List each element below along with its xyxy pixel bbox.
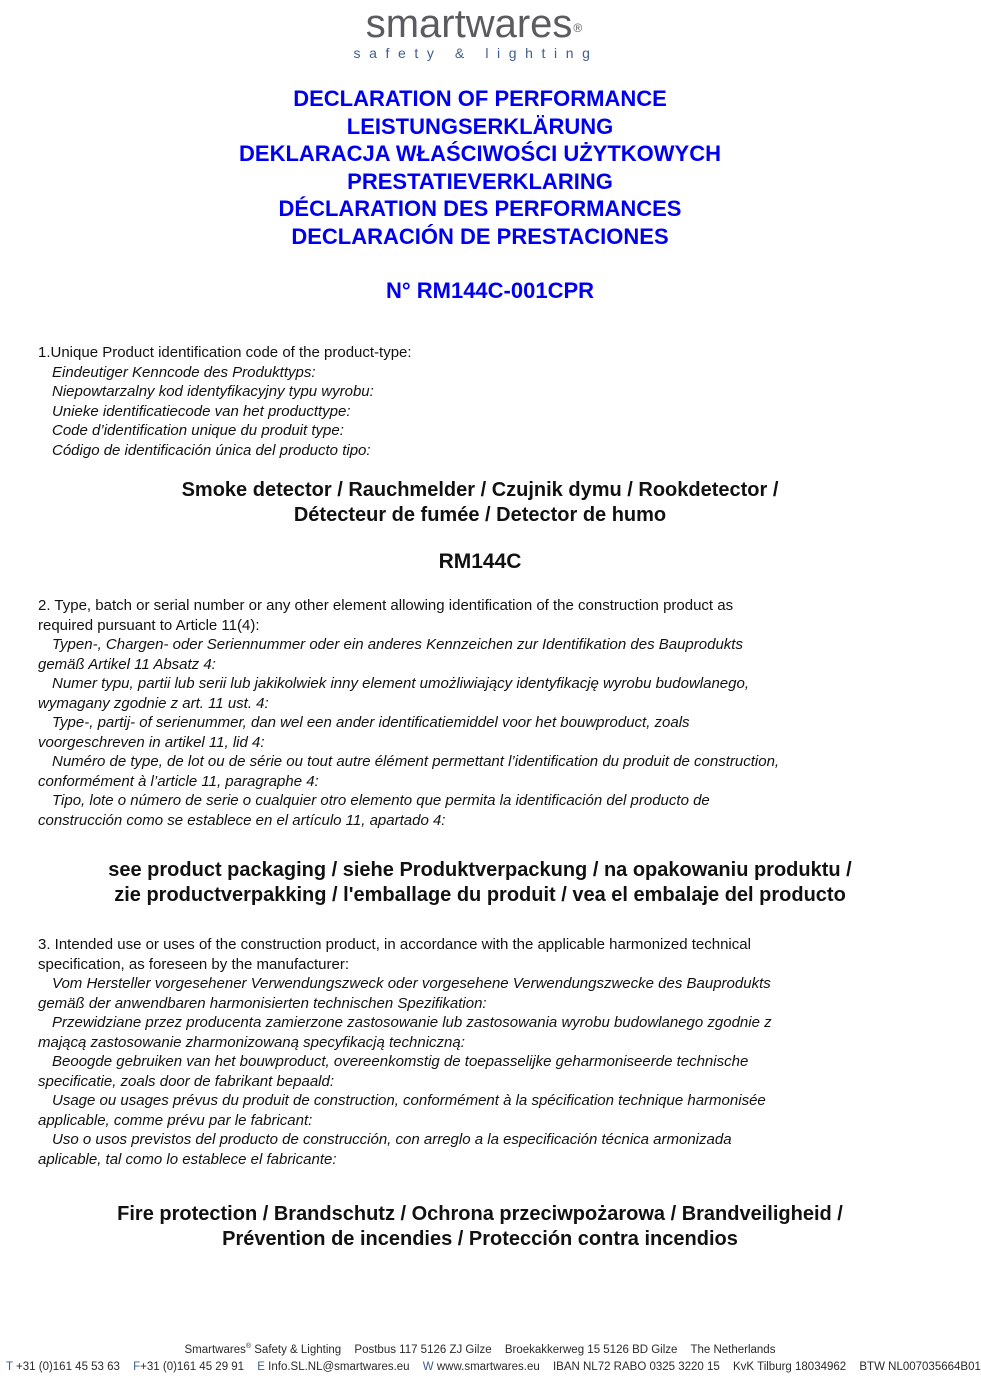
section-3-answer — [0, 1202, 960, 1252]
section-2-answer — [0, 858, 960, 908]
document-titles — [0, 85, 960, 250]
footer — [0, 1339, 981, 1376]
section-3-heading — [38, 935, 918, 1169]
section-2-line: Tipo, lote o número de serie o cualquier otro elemento que permita la identificación del producto de — [52, 792, 710, 809]
logo-tagline: safety & lighting — [353, 45, 599, 61]
answer-line: Prévention de incendies / Protección contra incendios — [222, 1228, 738, 1250]
section-3-line: aplicable, tal como lo establece el fabricante: — [38, 1150, 337, 1168]
answer-line: see product packaging / siehe Produktverpackung / na opakowaniu produktu / — [108, 859, 852, 881]
section-1-line: Code d’identification unique du produit type: — [52, 422, 344, 439]
section-3-line: specification, as foreseen by the manufacturer: — [38, 955, 350, 973]
footer-kvk: KvK Tilburg 18034962 — [733, 1360, 847, 1373]
section-3-line: specificatie, zoals door de fabrikant bepaald: — [38, 1072, 335, 1090]
footer-web[interactable]: www.smartwares.eu — [436, 1360, 540, 1373]
fax-label: F — [133, 1360, 141, 1373]
footer-country: The Netherlands — [690, 1343, 776, 1356]
section-2-line: conformément à l’article 11, paragraphe 4: — [38, 772, 319, 790]
section-1-line: Niepowtarzalny kod identyfikacyjny typu wyrobu: — [52, 383, 374, 400]
title-nl: PRESTATIEVERKLARING — [347, 168, 613, 194]
section-2-line: Numer typu, partii lub serii lub jakikolwiek inny element umożliwiający identyfikację wyrobu budowlanego, — [52, 675, 749, 692]
footer-email[interactable]: Info.SL.NL@smartwares.eu — [268, 1360, 410, 1373]
section-3-line: Beoogde gebruiken van het bouwproduct, overeenkomstig de toepasselijke geharmoniseerde technische — [52, 1053, 749, 1070]
answer-line: Détecteur de fumée / Detector de humo — [293, 504, 667, 526]
section-3-line: Usage ou usages prévus du produit de construction, conformément à la spécification technique harmonisée — [52, 1092, 766, 1109]
title-en: DECLARATION OF PERFORMANCE — [293, 86, 667, 111]
email-label: E — [257, 1360, 265, 1373]
section-3-line: Vom Hersteller vorgesehener Verwendungszweck oder vorgesehene Verwendungszwecke des Bauprodukts — [52, 975, 771, 992]
section-2-line: Type-, partij- of serienummer, dan wel een ander identificatiemiddel voor het bouwproduct, zoals — [52, 714, 690, 731]
title-es: DECLARACIÓN DE PRESTACIONES — [291, 223, 669, 249]
section-3-line: applicable, comme prévu par le fabricant: — [38, 1111, 313, 1129]
section-2-line: gemäß Artikel 11 Absatz 4: — [38, 655, 216, 673]
answer-line: Smoke detector / Rauchmelder / Czujnik dymu / Rookdetector / — [181, 479, 779, 501]
footer-btw: BTW NL007035664B01 — [859, 1360, 981, 1373]
title-pl: DEKLARACJA WŁAŚCIWOŚCI UŻYTKOWYCH — [239, 141, 721, 166]
section-2-line: Typen-, Chargen- oder Seriennummer oder ein anderes Kennzeichen zur Identifikation des Bauprodukts — [52, 636, 743, 653]
model-number: RM144C — [438, 550, 522, 573]
answer-line: zie productverpakking / l'emballage du produit / vea el embalaje del producto — [114, 884, 846, 906]
section-2-heading — [38, 596, 918, 830]
title-fr: DÉCLARATION DES PERFORMANCES — [278, 196, 682, 221]
answer-line: Fire protection / Brandschutz / Ochrona przeciwpożarowa / Brandveiligheid / — [117, 1203, 843, 1225]
footer-street: Broekakkerweg 15 5126 BD Gilze — [504, 1343, 678, 1356]
section-3-line: Uso o usos previstos del producto de construcción, con arreglo a la especificación técnica armonizada — [52, 1131, 732, 1148]
logo-wordmark: smartwares® — [365, 2, 583, 46]
section-2-line: required pursuant to Article 11(4): — [38, 616, 260, 634]
section-1-heading — [38, 343, 918, 460]
section-1-line: Código de identificación única del producto tipo: — [52, 441, 371, 459]
section-2-line: 2. Type, batch or serial number or any other element allowing identification of the construction product as — [38, 597, 734, 614]
document-number: N° RM144C-001CPR — [385, 278, 595, 303]
footer-company-rest: Safety & Lighting — [254, 1343, 342, 1356]
section-1-line: 1.Unique Product identification code of the product-type: — [38, 344, 412, 361]
section-3-line: gemäß der anwendbaren harmonisierten technischen Spezifikation: — [38, 994, 487, 1012]
web-label: W — [422, 1360, 434, 1373]
section-2-line: wymagany zgodnie z art. 11 ust. 4: — [38, 694, 269, 712]
footer-iban: IBAN NL72 RABO 0325 3220 15 — [552, 1360, 720, 1373]
company-logo — [0, 0, 960, 62]
footer-phone: +31 (0)161 45 53 63 — [16, 1360, 120, 1373]
section-2-line: voorgeschreven in artikel 11, lid 4: — [38, 733, 265, 751]
phone-label: T — [6, 1360, 13, 1373]
footer-fax: +31 (0)161 45 29 91 — [140, 1360, 245, 1373]
section-1-line: Eindeutiger Kenncode des Produkttyps: — [52, 363, 316, 381]
footer-postbus: Postbus 117 5126 ZJ Gilze — [354, 1343, 492, 1356]
section-1-answer — [0, 478, 960, 528]
section-3-line: 3. Intended use or uses of the construction product, in accordance with the applicable harmonized technical — [38, 936, 751, 953]
footer-company: Smartwares — [184, 1343, 246, 1356]
section-2-line: Numéro de type, de lot ou de série ou tout autre élément permettant l’identification du produit de construction, — [52, 753, 780, 770]
title-de: LEISTUNGSERKLÄRUNG — [346, 113, 614, 139]
footer-address: Smartwares® Safety & Lighting Postbus 117 5126 ZJ Gilze Broekakkerweg 15 5126 BD Gilze The Netherlands — [184, 1343, 776, 1356]
section-3-line: Przewidziane przez producenta zamierzone zastosowanie lub zastosowania wyrobu budowlanego zgodnie z — [52, 1014, 772, 1031]
section-1-line: Unieke identificatiecode van het producttype: — [52, 402, 351, 420]
section-3-line: mającą zastosowanie zharmonizowaną specyfikacją techniczną: — [38, 1033, 465, 1051]
section-2-line: construcción como se establece en el artículo 11, apartado 4: — [38, 811, 446, 829]
footer-contacts — [0, 1358, 981, 1376]
